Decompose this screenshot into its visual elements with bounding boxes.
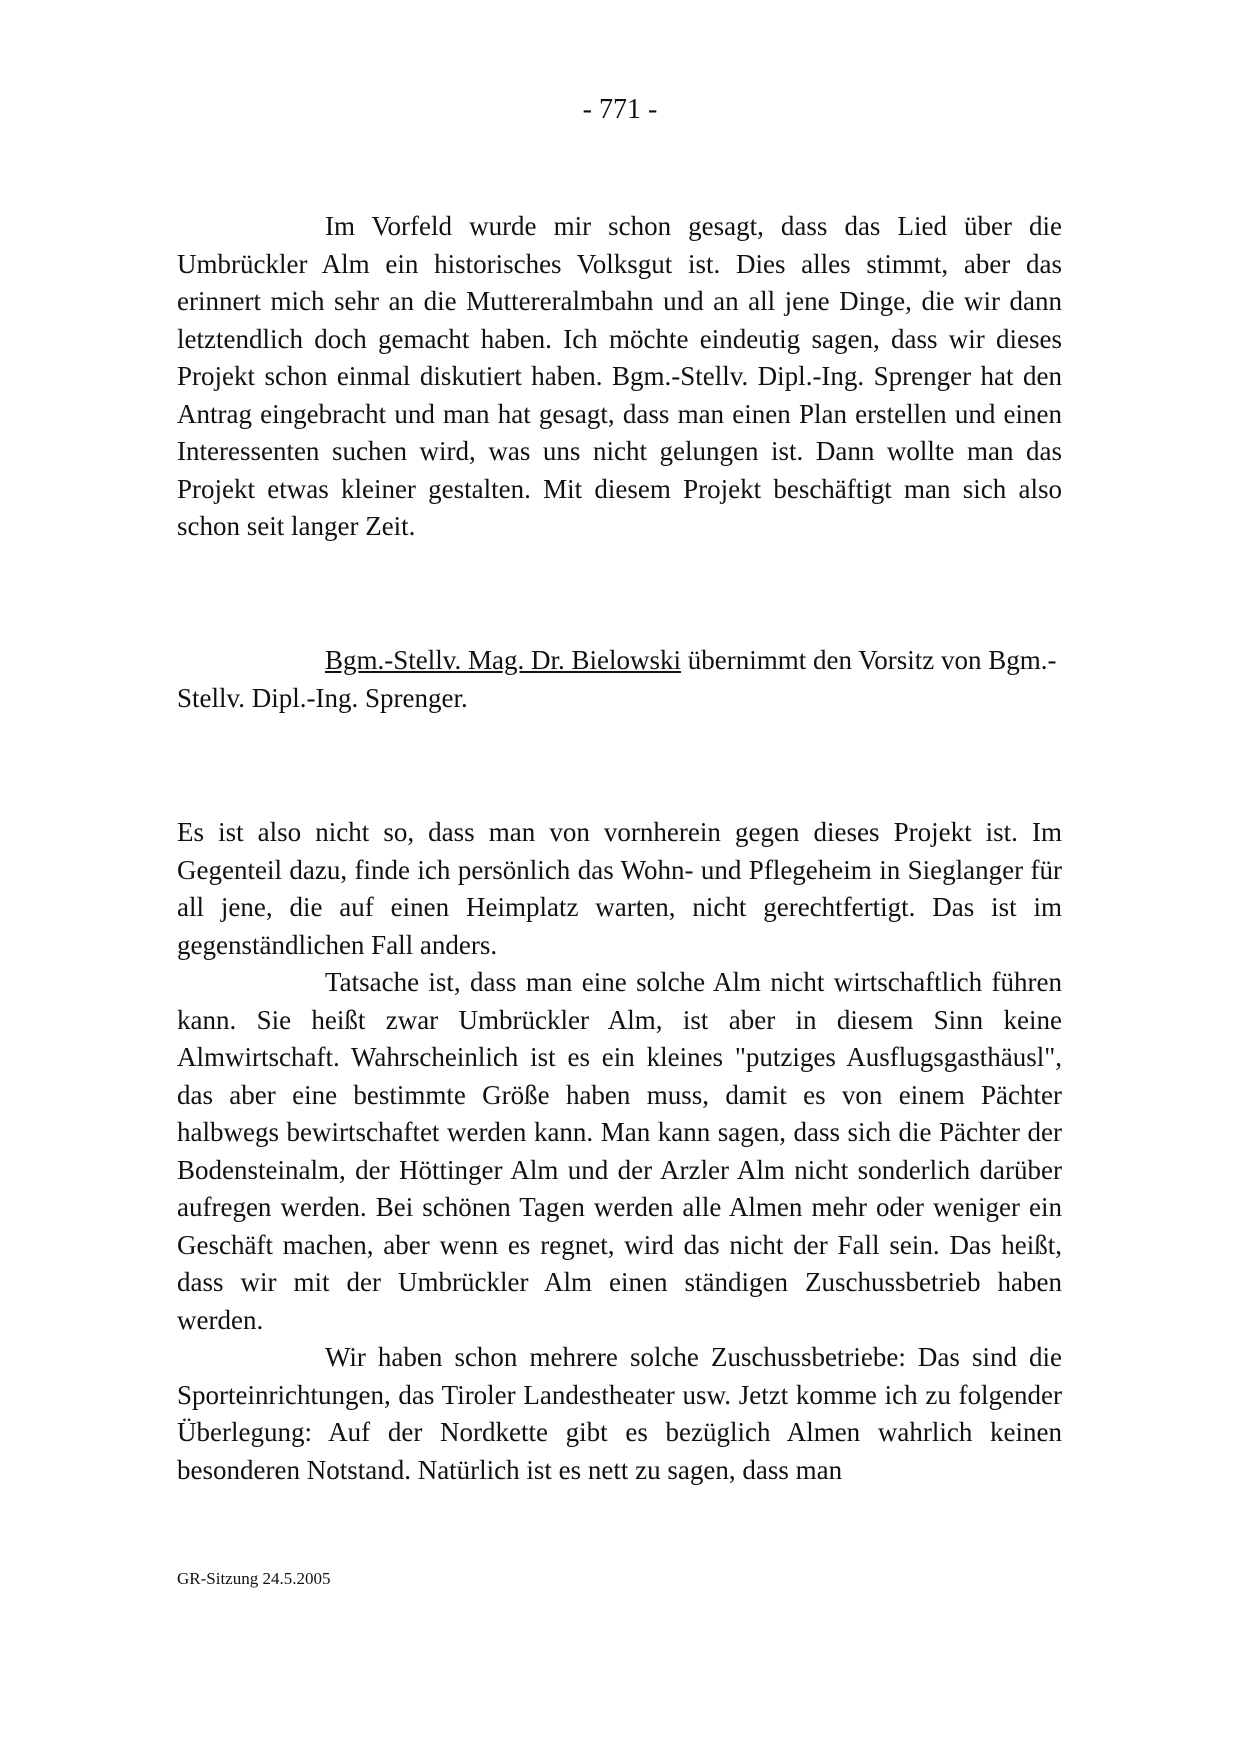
paragraph-block-1 [177,208,1062,546]
paragraph-2: Es ist also nicht so, dass man von vornherein gegen dieses Projekt ist. Im Gegenteil dazu, finde ich persönlich das Wohn- und Pflegeheim in Sieglanger für all jene, die auf einen Heimplatz warten, nicht gerechtfertigt. Das ist im gegenständlichen Fall anders. [177,817,1062,960]
chair-note-text: übernimmt den Vorsitz von Bgm.-Stellv. Dipl.-Ing. Sprenger. [177,645,1057,713]
speaker-name: Bgm.-Stellv. Mag. Dr. Bielowski [325,645,681,675]
footer-session-date: GR-Sitzung 24.5.2005 [177,1569,331,1588]
chair-note [177,642,1062,717]
chair-note-block [177,642,1062,717]
paragraph-4: Wir haben schon mehrere solche Zuschussbetriebe: Das sind die Sporteinrichtungen, das Tiroler Landestheater usw. Jetzt komme ich zu folgender Überlegung: Auf der Nordkette gibt es bezüglich Almen wahrlich keinen besonderen Notstand. Natürlich ist es nett zu sagen, dass man [177,1342,1062,1485]
paragraph-3: Tatsache ist, dass man eine solche Alm nicht wirtschaftlich führen kann. Sie heißt zwar Umbrückler Alm, ist aber in diesem Sinn keine Almwirtschaft. Wahrscheinlich ist es ein kleines "putziges Ausflugsgasthäusl", das aber eine bestimmte Größe haben muss, damit es von einem Pächter halbwegs bewirtschaftet werden kann. Man kann sagen, dass sich die Pächter der Bodensteinalm, der Höttinger Alm und der Arzler Alm nicht sonderlich darüber aufregen werden. Bei schönen Tagen werden alle Almen mehr oder weniger ein Geschäft machen, aber wenn es regnet, wird das nicht der Fall sein. Das heißt, dass wir mit der Umbrückler Alm einen ständigen Zuschussbetrieb haben werden. [177,967,1062,1335]
paragraph-1: Im Vorfeld wurde mir schon gesagt, dass das Lied über die Umbrückler Alm ein historisches Volksgut ist. Dies alles stimmt, aber das erinnert mich sehr an die Muttereralmbahn und an all jene Dinge, die wir dann letztendlich doch gemacht haben. Ich möchte eindeutig sagen, dass wir dieses Projekt schon einmal diskutiert haben. Bgm.-Stellv. Dipl.-Ing. Sprenger hat den Antrag eingebracht und man hat gesagt, dass man einen Plan erstellen und einen Interessenten suchen wird, was uns nicht gelungen ist. Dann wollte man das Projekt etwas kleiner gestalten. Mit diesem Projekt beschäftigt man sich also schon seit langer Zeit. [177,211,1062,541]
page-number: - 771 - [582,94,658,125]
paragraph-block-2 [177,814,1062,1489]
